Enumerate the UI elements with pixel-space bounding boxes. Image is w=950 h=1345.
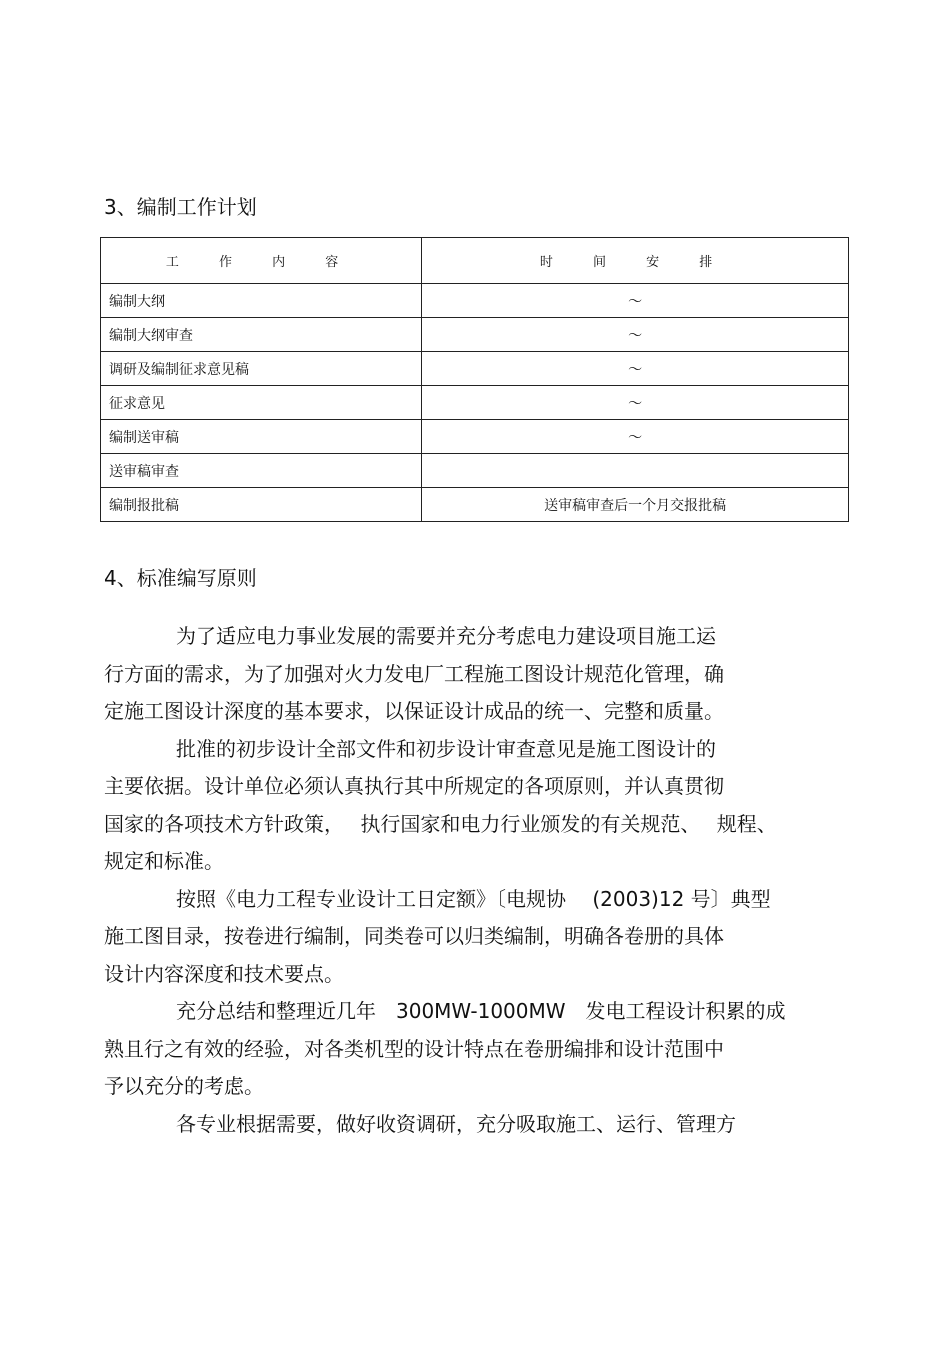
section-4-title: 4、标准编写原则 [104, 566, 257, 590]
time-cell: ～ [422, 318, 849, 352]
table-header-row [101, 238, 849, 284]
table-row [101, 420, 849, 454]
body-line: 国家的各项技术方针政策， 执行国家和电力行业颁发的有关规范、 规程、 [104, 811, 777, 836]
task-cell: 编制报批稿 [101, 488, 422, 522]
body-line: 按照《电力工程专业设计工日定额》〔电规协 (2003)12 号〕典型 [176, 886, 771, 911]
body-line: 设计内容深度和技术要点。 [104, 961, 344, 986]
body-line: 为了适应电力事业发展的需要并充分考虑电力建设项目施工运 [176, 624, 716, 648]
task-cell: 征求意见 [101, 386, 422, 420]
task-cell: 编制大纲审查 [101, 318, 422, 352]
time-cell [422, 454, 849, 488]
body-line: 予以充分的考虑。 [104, 1074, 264, 1098]
body-line: 定施工图设计深度的基本要求，以保证设计成品的统一、完整和质量。 [104, 699, 724, 723]
table-row [101, 318, 849, 352]
table-row [101, 454, 849, 488]
table-row [101, 284, 849, 318]
time-cell: ～ [422, 352, 849, 386]
header-time-schedule: 时 间 安 排 [422, 238, 849, 284]
task-cell: 编制送审稿 [101, 420, 422, 454]
time-cell: ～ [422, 284, 849, 318]
section-3-title: 3、编制工作计划 [104, 195, 257, 219]
table-row [101, 488, 849, 522]
table-row [101, 352, 849, 386]
time-cell: 送审稿审查后一个月交报批稿 [422, 488, 849, 522]
body-line: 熟且行之有效的经验，对各类机型的设计特点在卷册编排和设计范围中 [104, 1036, 724, 1061]
body-line: 主要依据。设计单位必须认真执行其中所规定的各项原则，并认真贯彻 [104, 774, 724, 798]
task-cell: 调研及编制征求意见稿 [101, 352, 422, 386]
body-line: 各专业根据需要，做好收资调研，充分吸取施工、运行、管理方 [176, 1111, 736, 1136]
time-cell: ～ [422, 420, 849, 454]
table-row [101, 386, 849, 420]
body-line: 施工图目录，按卷进行编制，同类卷可以归类编制，明确各卷册的具体 [104, 924, 724, 948]
body-line: 充分总结和整理近几年 300MW-1000MW 发电工程设计积累的成 [176, 999, 786, 1023]
task-cell: 送审稿审查 [101, 454, 422, 488]
section-4-body [104, 618, 849, 1143]
work-plan-table [100, 237, 849, 522]
header-work-content: 工 作 内 容 [101, 238, 422, 284]
time-cell: ～ [422, 386, 849, 420]
task-cell: 编制大纲 [101, 284, 422, 318]
body-line: 行方面的需求，为了加强对火力发电厂工程施工图设计规范化管理，确 [104, 661, 724, 686]
body-line: 规定和标准。 [104, 849, 224, 873]
body-line: 批准的初步设计全部文件和初步设计审查意见是施工图设计的 [176, 736, 716, 761]
